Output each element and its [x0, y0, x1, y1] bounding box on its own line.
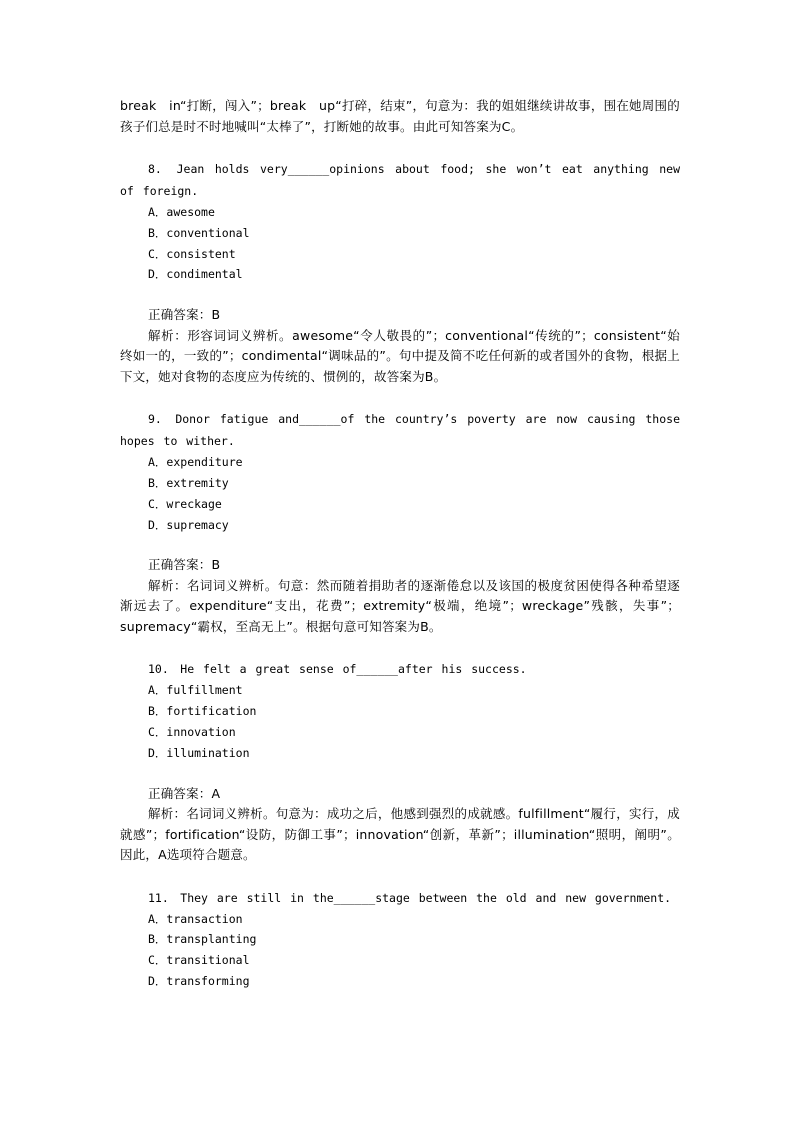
- answer-analysis: 解析：名词词义辨析。句意为：成功之后，他感到强烈的成就感。fulfillment“履行，实行，成就感”；fortification“设防，防御工事”；innovation“创新，革新”；illumination“照明，阐明”。因此，A选项符合题意。: [120, 806, 680, 863]
- document-page: [120, 96, 680, 992]
- question-9: [120, 408, 680, 637]
- question-8: [120, 158, 680, 387]
- option-a: A．expenditure: [148, 455, 243, 470]
- option-a: A．transaction: [148, 911, 243, 926]
- option-c: C．consistent: [148, 246, 236, 261]
- option-b: B．extremity: [148, 475, 229, 490]
- question-stem: 10. He felt a great sense of______after his success.: [148, 662, 527, 677]
- option-c: C．innovation: [148, 724, 236, 739]
- option-b: B．transplanting: [148, 932, 257, 947]
- correct-answer: 正确答案：B: [148, 307, 221, 323]
- option-d: D．supremacy: [148, 517, 229, 532]
- option-b: B．conventional: [148, 225, 250, 240]
- question-stem: 11. They are still in the______stage between the old and new government.: [148, 890, 672, 905]
- answer-analysis: 解析：形容词词义辨析。awesome“令人敬畏的”；conventional“传统的”；consistent“始终如一的，一致的”；condimental“调味品的”。句中提及简不吃任何新的或者国外的食物，根据上下文，她对食物的态度应为传统的、惯例的，故答案为B。: [120, 327, 680, 384]
- option-a: A．fulfillment: [148, 683, 243, 698]
- question-stem: 8. Jean holds very______opinions about food; she won’t eat anything new of foreign.: [120, 162, 680, 198]
- question-stem: 9. Donor fatigue and______of the country’s poverty are now causing those hopes to wither.: [120, 412, 680, 449]
- question-10: [120, 658, 680, 865]
- correct-answer: 正确答案：A: [148, 785, 221, 801]
- option-c: C．wreckage: [148, 496, 222, 511]
- option-d: D．transforming: [148, 973, 250, 988]
- question-11: [120, 887, 680, 992]
- option-c: C．transitional: [148, 953, 250, 968]
- option-d: D．condimental: [148, 267, 243, 282]
- previous-analysis-continuation: break in“打断，闯入”；break up“打碎，结束”，句意为：我的姐姐继续讲故事，围在她周围的孩子们总是时不时地喊叫“太棒了”，打断她的故事。由此可知答案为C。: [120, 98, 680, 134]
- option-a: A．awesome: [148, 205, 215, 219]
- option-b: B．fortification: [148, 704, 257, 719]
- correct-answer: 正确答案：B: [148, 557, 221, 573]
- option-d: D．illumination: [148, 745, 250, 760]
- answer-analysis: 解析：名词词义辨析。句意：然而随着捐助者的逐渐倦怠以及该国的极度贫困使得各种希望逐渐远去了。expenditure“支出，花费”；extremity“极端，绝境”；wreckage”残骸，失事”；supremacy“霸权，至高无上”。根据句意可知答案为B。: [120, 577, 680, 634]
